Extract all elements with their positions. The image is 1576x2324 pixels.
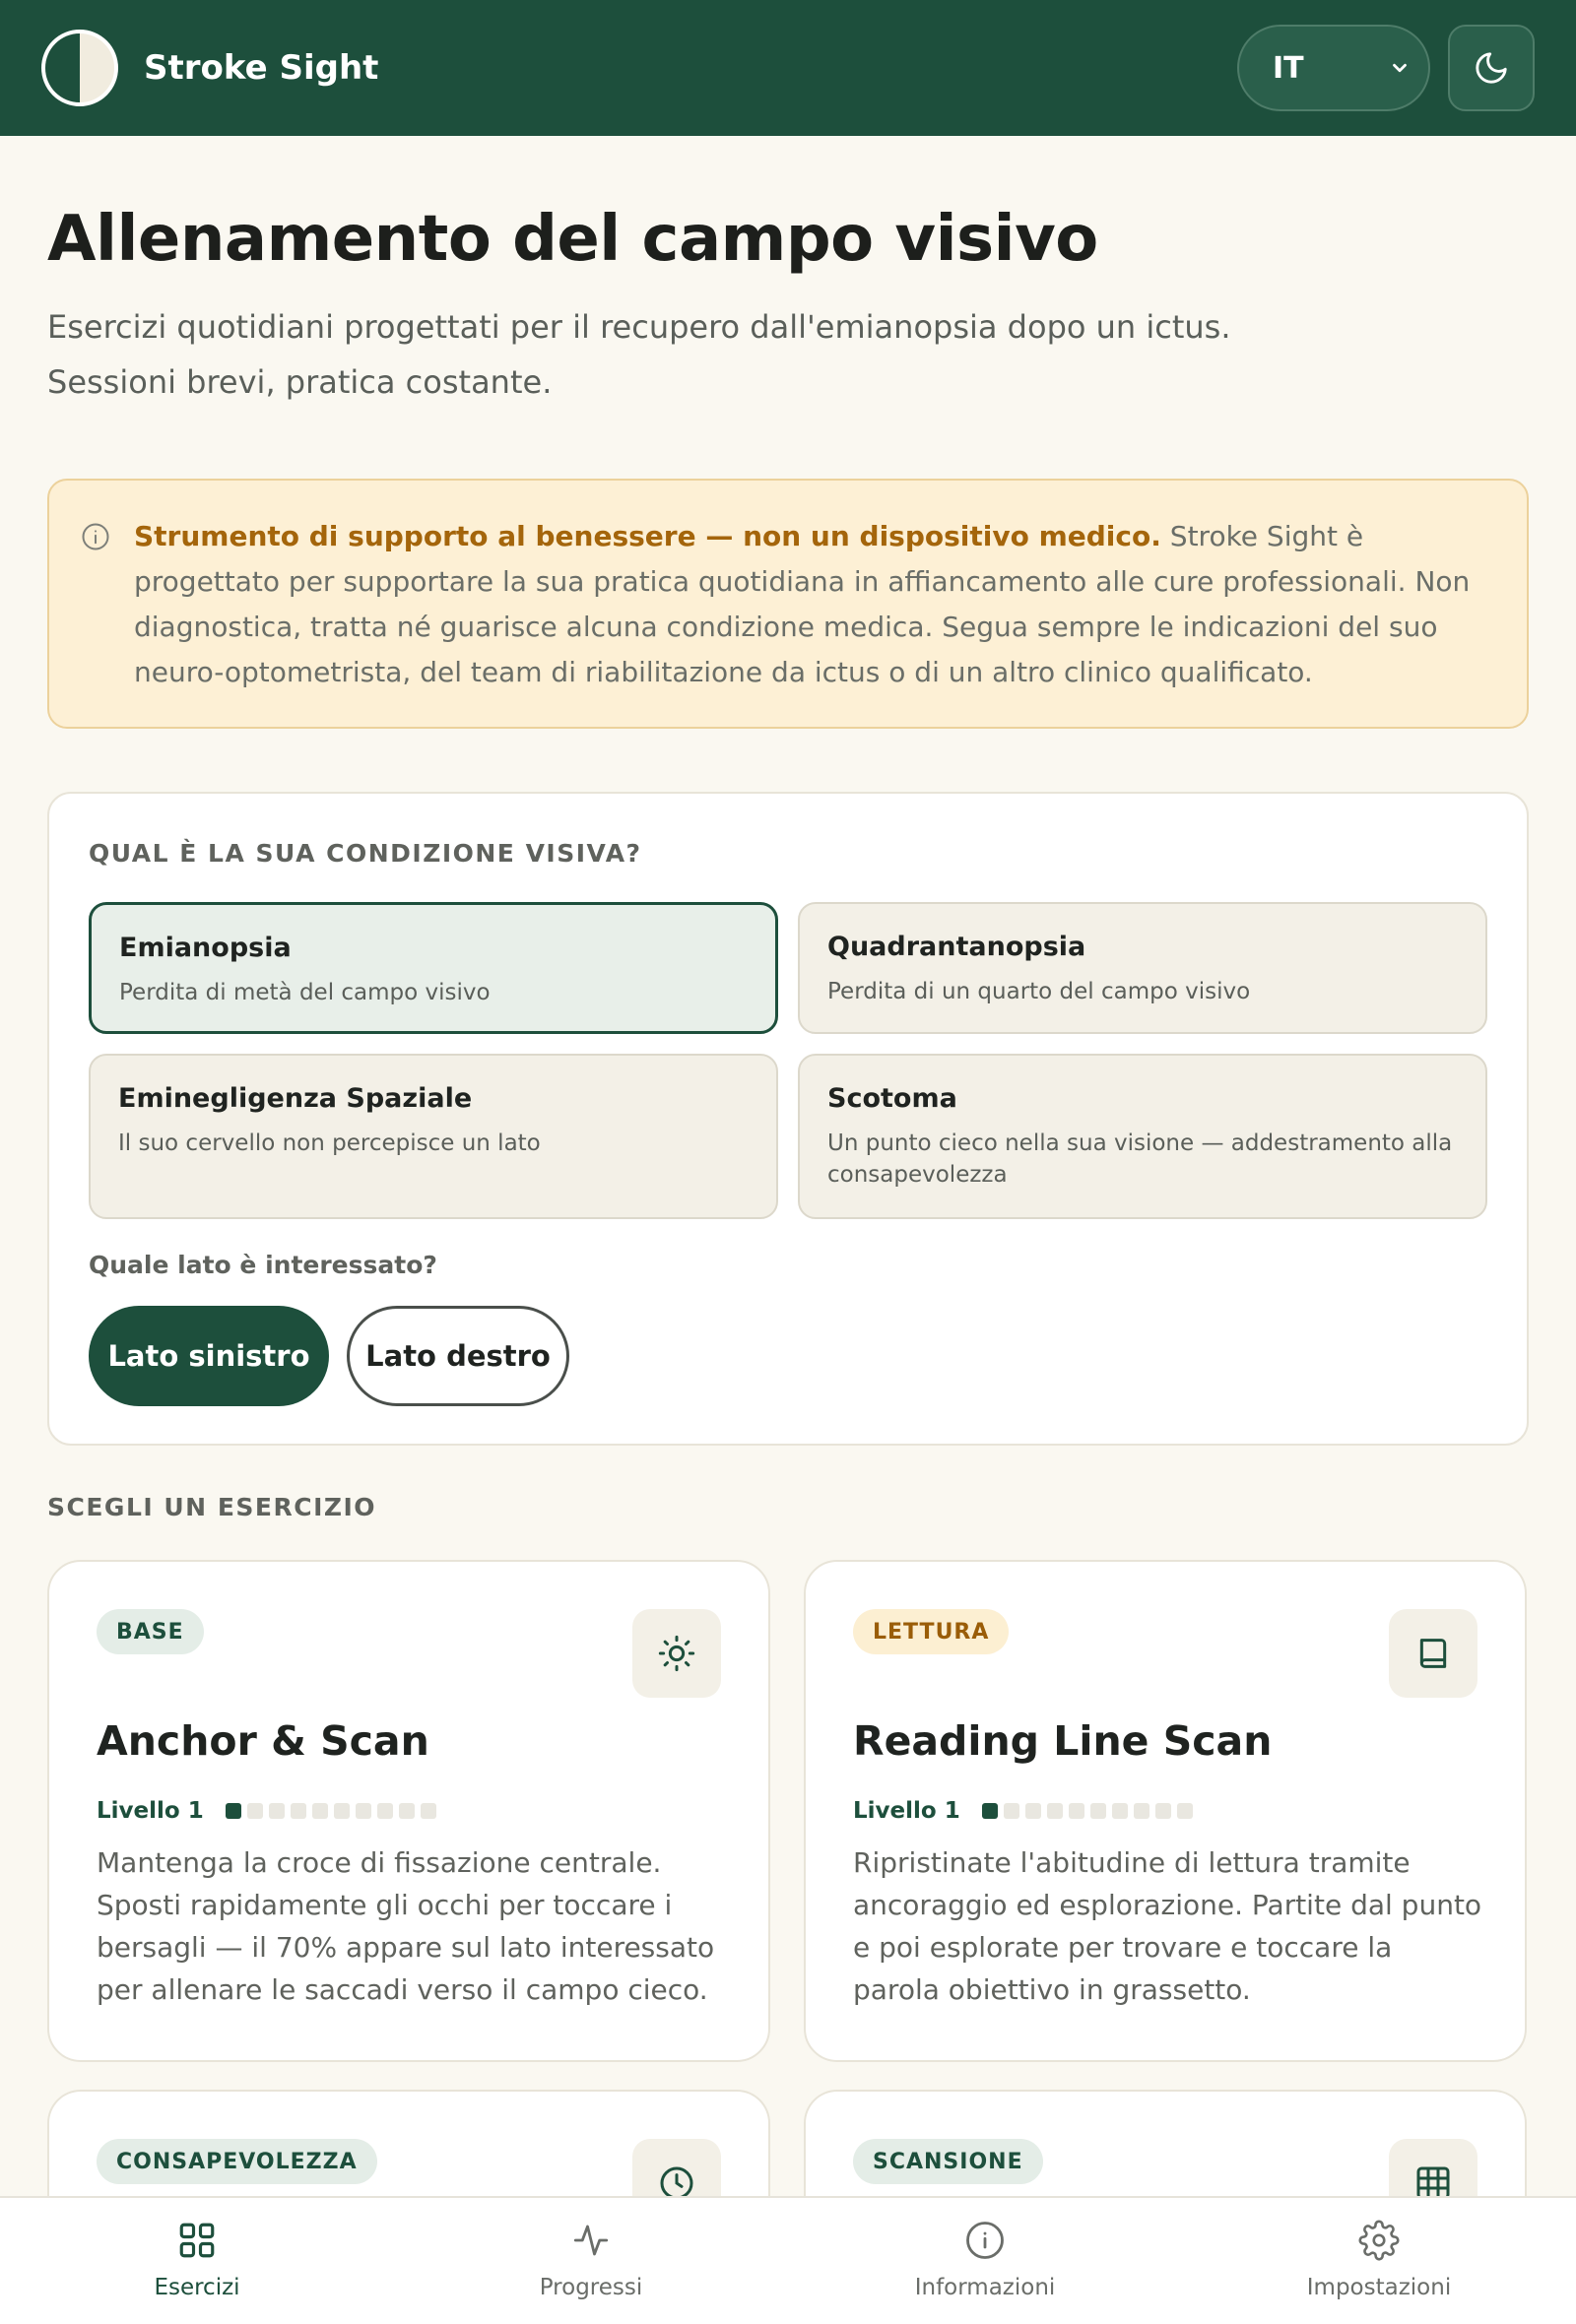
level-progress: [982, 1803, 1193, 1819]
condition-option-eminegligenza[interactable]: [89, 1054, 778, 1219]
level-dot: [982, 1803, 998, 1819]
page-subtitle: Esercizi quotidiani progettati per il recupero dall'emianopsia dopo un ictus. Sessioni brevi, pratica costante.: [47, 308, 1231, 401]
level-dot: [1177, 1803, 1193, 1819]
level-dot: [269, 1803, 285, 1819]
nav-item-informazioni[interactable]: [788, 2198, 1182, 2324]
option-title: Emianopsia: [119, 933, 292, 963]
option-desc: Perdita di un quarto del campo visivo: [827, 979, 1251, 1004]
exercise-level: Livello 1: [853, 1798, 960, 1824]
level-dot: [1155, 1803, 1171, 1819]
condition-option-emianopsia[interactable]: [89, 902, 778, 1034]
bottom-navigation: [0, 2196, 1576, 2324]
language-select[interactable]: [1237, 25, 1430, 111]
language-value: IT: [1273, 50, 1304, 86]
level-dot: [356, 1803, 371, 1819]
exercise-badge: BASE: [97, 1609, 204, 1654]
level-dot: [1047, 1803, 1063, 1819]
info-icon: [81, 522, 110, 551]
level-dot: [334, 1803, 350, 1819]
book-icon: [1413, 1634, 1453, 1673]
wellness-notice: [47, 479, 1529, 729]
level-dot: [421, 1803, 436, 1819]
side-right-button[interactable]: Lato destro: [347, 1306, 569, 1406]
exercise-card-anchor-scan[interactable]: [47, 1560, 770, 2062]
nav-item-impostazioni[interactable]: [1182, 2198, 1576, 2324]
nav-label: Esercizi: [154, 2275, 240, 2300]
level-dot: [247, 1803, 263, 1819]
level-dot: [1004, 1803, 1019, 1819]
level-dot: [1112, 1803, 1128, 1819]
exercise-badge: SCANSIONE: [853, 2139, 1043, 2184]
theme-toggle-button[interactable]: [1448, 25, 1535, 111]
moon-icon: [1473, 49, 1510, 87]
condition-option-scotoma[interactable]: [798, 1054, 1487, 1219]
level-dot: [1069, 1803, 1084, 1819]
option-desc: Un punto cieco nella sua visione — addestramento alla consapevolezza: [827, 1130, 1453, 1188]
option-desc: Il suo cervello non percepisce un lato: [118, 1130, 541, 1156]
condition-label: QUAL È LA SUA CONDIZIONE VISIVA?: [89, 839, 642, 868]
exercise-section-label: SCEGLI UN ESERCIZIO: [47, 1493, 377, 1521]
level-dot: [1025, 1803, 1041, 1819]
nav-label: Informazioni: [914, 2275, 1056, 2300]
exercise-title: Reading Line Scan: [853, 1717, 1273, 1765]
nav-item-esercizi[interactable]: [0, 2198, 394, 2324]
exercise-badge: CONSAPEVOLEZZA: [97, 2139, 377, 2184]
side-question: Quale lato è interessato?: [89, 1251, 437, 1279]
option-desc: Perdita di metà del campo visivo: [119, 980, 491, 1005]
option-title: Scotoma: [827, 1083, 957, 1114]
level-dot: [1090, 1803, 1106, 1819]
exercise-card-reading-line-scan[interactable]: [804, 1560, 1527, 2062]
notice-headline: Strumento di supporto al benessere — non un dispositivo medico.: [134, 520, 1161, 552]
level-dot: [312, 1803, 328, 1819]
nav-label: Impostazioni: [1306, 2275, 1452, 2300]
level-dot: [226, 1803, 241, 1819]
app-logo: [41, 30, 118, 106]
page-title: Allenamento del campo visivo: [47, 203, 1098, 276]
exercise-icon-box: [1389, 1609, 1478, 1698]
brand-name: Stroke Sight: [144, 48, 379, 88]
level-dot: [291, 1803, 306, 1819]
level-dot: [377, 1803, 393, 1819]
exercise-badge: LETTURA: [853, 1609, 1009, 1654]
exercise-level: Livello 1: [97, 1798, 204, 1824]
exercise-description: Ripristinate l'abitudine di lettura tramite ancoraggio ed esplorazione. Partite dal punto e poi esplorate per trovare e toccare la parola obiettivo in grassetto.: [853, 1846, 1482, 2006]
sun-icon: [657, 1634, 696, 1673]
nav-label: Progressi: [539, 2275, 643, 2300]
chevron-down-icon: [1389, 57, 1411, 79]
nav-item-progressi[interactable]: [394, 2198, 788, 2324]
gear-icon: [1358, 2220, 1400, 2261]
grid-icon: [176, 2220, 218, 2261]
activity-icon: [570, 2220, 612, 2261]
level-progress: [226, 1803, 436, 1819]
notice-text: Stroke Sight è progettato per supportare la sua pratica quotidiana in affiancamento alle cure professionali. Non diagnostica, tratta né guarisce alcuna condizione medica. Segua sempre le indicazioni del suo neuro-optometrista, del team di riabilitazione da ictus o di un altro clinico qualificato.: [134, 520, 1471, 688]
condition-option-quadrantanopsia[interactable]: [798, 902, 1487, 1034]
top-bar: [0, 0, 1576, 136]
exercise-description: Mantenga la croce di fissazione centrale. Sposti rapidamente gli occhi per toccare i bersagli — il 70% appare sul lato interessato per allenare le saccadi verso il campo cieco.: [97, 1846, 715, 2006]
option-title: Quadrantanopsia: [827, 932, 1086, 962]
info-icon: [964, 2220, 1006, 2261]
main-content: [47, 136, 1529, 2174]
side-left-button[interactable]: Lato sinistro: [89, 1306, 329, 1406]
condition-card: [47, 792, 1529, 1446]
level-dot: [1134, 1803, 1149, 1819]
option-title: Eminegligenza Spaziale: [118, 1083, 473, 1114]
level-dot: [399, 1803, 415, 1819]
exercise-icon-box: [632, 1609, 721, 1698]
exercise-title: Anchor & Scan: [97, 1717, 429, 1765]
